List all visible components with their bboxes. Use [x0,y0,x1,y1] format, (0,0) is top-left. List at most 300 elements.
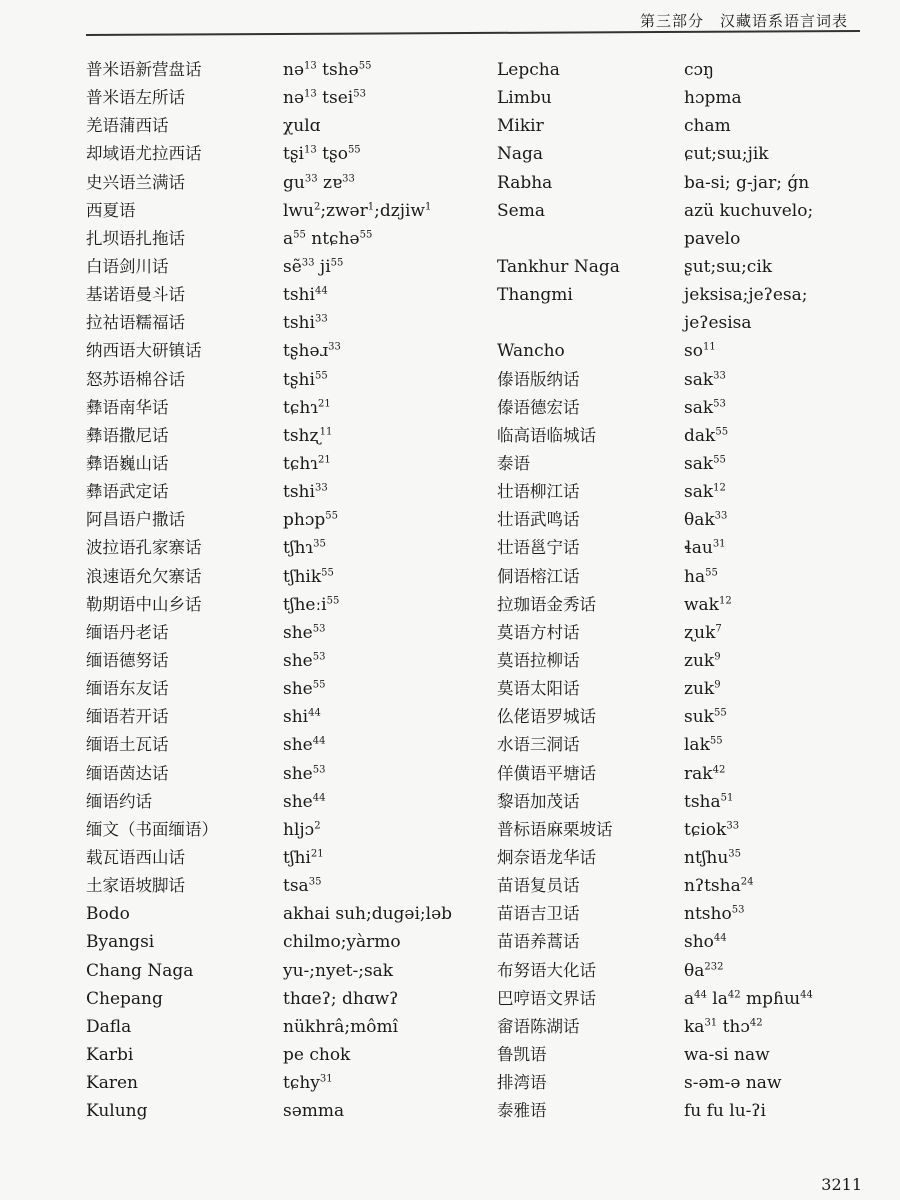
word-form [283,506,493,534]
word-form [684,928,884,956]
word-form [283,337,493,365]
language-name: Chepang [86,988,163,1009]
form-segment: phɔp [283,510,326,531]
form-segment: zɐ [317,172,343,193]
word-form [283,563,493,591]
language-name: Byangsi [86,932,155,953]
tone-number: 33 [314,313,328,325]
tone-number: 33 [342,173,355,185]
word-form [684,506,884,534]
form-segment: lak [684,735,710,756]
form-segment: ʂut;sɯ;cik [684,256,773,277]
word-form [684,788,884,816]
form-segment: ɬau [684,538,713,559]
word-form [283,478,493,506]
language-name: 彝语撒尼话 [86,425,169,445]
language-name: 扎坝语扎拖话 [86,228,185,248]
language-name: 莫语方村话 [497,622,580,642]
word-form [684,281,884,309]
tone-number: 44 [312,792,326,804]
form-segment: nükhrâ;mômî [283,1016,399,1037]
tone-number: 55 [347,144,361,156]
form-segment: nə [283,88,305,109]
tone-number: 55 [713,454,726,466]
word-form [684,140,884,168]
form-segment: θak [684,510,715,531]
tone-number: 33 [713,370,726,382]
form-segment: sak [684,397,714,418]
form-segment: suk [684,707,714,728]
word-form [684,56,884,84]
form-segment: tsha [684,791,721,812]
language-name: 缅语土瓦话 [86,735,169,755]
language-name: 佯僙语平塘话 [497,763,596,783]
word-form [283,760,493,788]
language-name: 炯奈语龙华话 [497,847,596,867]
tone-number: 2 [313,201,321,213]
language-name: 排湾语 [497,1073,547,1093]
word-form [283,394,493,422]
form-segment: tshi [283,285,315,306]
form-segment: ba-si; g-jar; ǵn [684,172,810,193]
form-segment: jeksisa;jeʔesa; [684,285,808,306]
form-segment: hɔpma [684,88,742,109]
tone-number: 33 [714,510,728,522]
form-segment: tʃhɿ [283,538,314,559]
language-name: 壮语柳江话 [497,482,580,502]
language-name: 鲁凯语 [497,1044,547,1064]
tone-number: 12 [719,595,732,607]
word-form [684,675,884,703]
form-segment: ɕut;sɯ;jik [684,144,769,165]
tone-number: 33 [304,173,318,185]
form-segment: jeʔesisa [684,313,752,334]
form-segment: wa-si naw [684,1044,770,1065]
word-form [283,647,493,675]
word-form [283,619,493,647]
word-form [684,703,884,731]
word-form [684,84,884,112]
header-title: 第三部分 汉藏语系语言词表 [639,12,848,30]
tone-number: 55 [312,679,326,691]
word-form [283,731,493,759]
form-segment: ha [684,566,706,587]
tone-number: 35 [308,876,322,888]
form-segment: cham [684,116,731,137]
word-form [283,900,493,928]
language-name: 黎语加茂话 [497,791,580,811]
language-name: 布努语大化话 [497,960,596,980]
word-form [684,1069,884,1097]
word-form [684,760,884,788]
tone-number: 42 [712,764,726,776]
language-name: Thangmi [497,285,573,306]
form-segment: θa [684,960,705,981]
form-segment: ;dzjiw [374,200,425,221]
form-segment: χulɑ [283,116,321,137]
language-name: 壮语邕宁话 [497,538,580,558]
word-form [283,1041,493,1069]
form-segment: ka [684,1016,705,1037]
page-number: 3211 [821,1175,862,1194]
form-segment: tɕhy [283,1073,320,1094]
tone-number: 53 [312,651,326,663]
form-segment: sak [684,482,714,503]
word-form [283,816,493,844]
tone-number: 12 [713,482,726,494]
word-form [283,309,493,337]
tone-number: 44 [314,285,328,297]
language-name: 缅语若开话 [86,707,169,727]
tone-number: 55 [709,735,723,747]
tone-number: 55 [705,567,718,579]
form-segment: wak [684,594,719,615]
form-segment: gu [283,172,305,193]
language-name: 阿昌语户撒话 [86,510,185,530]
tone-number: 1 [367,201,375,213]
language-name: 彝语武定话 [86,482,169,502]
word-form [684,872,884,900]
language-name: 史兴语兰满话 [86,172,185,192]
form-segment: she [283,763,313,784]
form-segment: shi [283,707,309,728]
word-form [283,844,493,872]
word-form [283,928,493,956]
tone-number: 21 [318,454,331,466]
form-segment: ji [314,256,331,277]
language-name: 西夏语 [86,200,136,220]
language-name: 临高语临城话 [497,425,596,445]
language-name: 怒苏语棉谷话 [86,369,185,389]
word-form [283,112,493,140]
language-name: 土家语坡脚话 [86,876,185,896]
language-name: Chang Naga [86,960,194,981]
word-form [283,140,493,168]
language-name: Wancho [497,341,565,362]
form-segment: tʂi [283,144,304,165]
tone-number: 55 [314,370,328,382]
form-segment: səmma [283,1101,345,1122]
form-segment: yu-;nyet-;sak [283,960,394,981]
form-segment: lwu [283,200,314,221]
word-form [283,985,493,1013]
form-segment: rak [684,763,713,784]
tone-number: 1 [424,201,432,213]
tone-number: 55 [715,426,729,438]
language-name: Sema [497,200,545,221]
form-segment: azü kuchuvelo; [684,200,814,221]
word-form [283,703,493,731]
word-form [684,169,884,197]
language-name: 侗语榕江话 [497,566,580,586]
word-form [684,844,884,872]
tone-number: 35 [728,848,742,860]
language-name: 拉祜语糯福话 [86,313,185,333]
tone-number: 31 [319,1073,333,1085]
form-segment: thɑeʔ; dhɑwʔ [283,988,399,1009]
language-name [497,225,677,253]
form-segment: she [283,622,313,643]
language-name: Bodo [86,904,130,925]
tone-number: 31 [704,1017,718,1029]
tone-number: 44 [694,989,707,1001]
language-name: 仫佬语罗城话 [497,707,596,727]
word-form [283,56,493,84]
language-name: Limbu [497,88,552,109]
language-name: 拉珈语金秀话 [497,594,596,614]
word-form [684,337,884,365]
language-name: 缅文（书面缅语） [86,819,218,839]
word-form [684,366,884,394]
word-form [283,534,493,562]
tone-number: 35 [313,538,326,550]
form-segment: chilmo;yàrmo [283,932,401,953]
word-form [283,84,493,112]
form-segment: sak [684,369,714,390]
tone-number: 55 [325,510,338,522]
running-header [86,0,860,38]
language-name: 缅语东友话 [86,679,169,699]
word-form [684,225,884,253]
tone-number: 232 [704,961,724,972]
tone-number: 44 [312,735,326,747]
tone-number: 11 [702,341,716,353]
language-name: 彝语巍山话 [86,453,169,473]
form-segment: tsa [283,876,309,897]
word-form [684,816,884,844]
word-form [283,957,493,985]
tone-number: 55 [326,595,340,607]
tone-number: 2 [314,820,321,832]
form-segment: zuk [684,650,715,671]
form-segment: sho [684,932,714,953]
word-form [684,1041,884,1069]
form-segment: she [283,791,313,812]
language-name: 莫语太阳话 [497,679,580,699]
tone-number: 21 [318,398,331,410]
form-segment: akhai suh;dugəi;ləb [283,904,453,925]
tone-number: 31 [712,538,726,550]
word-form [684,647,884,675]
tone-number: 55 [713,707,727,719]
language-name: 缅语丹老话 [86,622,169,642]
tone-number: 55 [358,60,372,72]
word-form [684,957,884,985]
form-segment: zuk [684,679,715,700]
word-form [684,450,884,478]
tone-number: 42 [749,1017,763,1029]
tone-number: 44 [800,989,813,1001]
word-form [684,591,884,619]
form-segment: ʐuk [684,622,716,643]
word-form [283,422,493,450]
form-segment: nʔtsha [684,876,741,897]
tone-number: 55 [359,229,373,241]
word-form [684,900,884,928]
right-language-column [497,56,677,1125]
word-form [283,366,493,394]
tone-number: 33 [328,341,341,353]
language-name: Naga [497,144,544,165]
tone-number: 44 [308,707,321,719]
word-form [283,281,493,309]
language-name: 波拉语孔家寨话 [86,538,202,558]
language-name: 普米语新营盘话 [86,60,202,79]
form-segment: tshi [283,313,315,334]
language-name: 基诺语曼斗话 [86,285,185,305]
language-name: Kulung [86,1101,148,1122]
form-segment: she [283,679,313,700]
word-form [283,1069,493,1097]
word-form [684,253,884,281]
word-form [283,872,493,900]
language-name: 勒期语中山乡话 [86,594,202,614]
tone-number: 53 [312,623,326,635]
language-name: 缅语茵达话 [86,763,169,783]
form-segment: tɕhɿ [283,397,318,418]
language-name: 畲语陈湖话 [497,1016,580,1036]
language-name: 普标语麻栗坡话 [497,819,613,839]
tone-number: 13 [304,60,317,72]
word-form [684,422,884,450]
word-form [283,450,493,478]
form-segment: fu fu lu-ʔi [684,1101,766,1122]
language-name: 纳西语大研镇话 [86,341,202,361]
word-form [684,309,884,337]
form-segment: tsei [316,88,354,109]
word-form [684,534,884,562]
form-segment: pe chok [283,1044,351,1065]
language-name: 巴哼语文界话 [497,988,596,1008]
tone-number: 33 [301,257,315,269]
language-name: Rabha [497,172,553,193]
word-form [283,197,493,225]
language-name: 羌语蒲西话 [86,116,169,136]
word-form [684,112,884,140]
language-name [497,309,677,337]
language-name: 苗语养蒿话 [497,932,580,952]
tone-number: 53 [713,398,726,410]
form-segment: tʃheːi [283,594,327,615]
tone-number: 11 [319,426,333,438]
form-segment: sak [684,453,714,474]
language-name: Tankhur Naga [497,256,620,277]
language-name: Lepcha [497,60,560,80]
word-form [684,985,884,1013]
tone-number: 55 [293,229,306,241]
form-segment: tʂo [316,144,348,165]
tone-number: 13 [304,144,317,156]
tone-number: 21 [310,848,324,860]
word-form [283,675,493,703]
word-form [684,478,884,506]
form-segment: la [706,988,728,1009]
word-form [684,1097,884,1125]
form-segment: a [684,988,695,1009]
tone-number: 9 [714,679,721,691]
word-form [684,563,884,591]
tone-number: 55 [321,567,334,579]
form-segment: she [283,650,313,671]
tone-number: 42 [727,989,741,1001]
language-name: 苗语吉卫话 [497,904,580,924]
form-segment: dak [684,425,716,446]
language-name: 却域语尤拉西话 [86,144,202,164]
word-form [283,1097,493,1125]
form-segment: tshi [283,482,315,503]
language-name: 彝语南华话 [86,397,169,417]
language-name: 浪速语允欠寨话 [86,566,202,586]
form-segment: tɕiok [684,819,727,840]
form-segment: ;zwər [320,200,368,221]
language-name: 傣语德宏话 [497,397,580,417]
form-segment: she [283,735,313,756]
form-segment: a [283,228,294,249]
form-segment: ntɕhə [305,228,360,249]
word-form [283,253,493,281]
form-segment: ntʃhu [684,847,729,868]
tone-number: 24 [740,876,754,888]
tone-number: 53 [353,88,366,100]
form-segment: tɕhɿ [283,453,318,474]
form-segment: tʂhi [283,369,315,390]
language-name: 傣语版纳话 [497,369,580,389]
form-segment: thɔ [717,1016,750,1037]
form-segment: sẽ [283,256,302,277]
tone-number: 7 [715,623,722,635]
form-segment: mpɦɯ [740,988,801,1009]
header-rule [86,30,860,36]
language-name: 水语三洞话 [497,735,580,755]
language-name: 普米语左所话 [86,88,185,108]
form-segment: cɔŋ [684,60,714,80]
word-form [283,788,493,816]
word-form [283,591,493,619]
word-form [684,619,884,647]
form-segment: so [684,341,703,362]
form-segment: pavelo [684,228,741,249]
language-name: 泰语 [497,453,530,473]
tone-number: 33 [314,482,328,494]
language-name: Mikir [497,116,544,137]
word-form [283,225,493,253]
word-form [684,197,884,225]
form-segment: hljɔ [283,819,315,840]
word-form [684,731,884,759]
form-segment: tʃhi [283,847,311,868]
form-segment: tshə [316,60,359,80]
tone-number: 44 [713,932,727,944]
tone-number: 53 [731,904,745,916]
form-segment: tʂhəɹ [283,341,329,362]
language-name: 缅语德努话 [86,650,169,670]
language-name: 白语剑川话 [86,256,169,276]
language-name: 莫语拉柳话 [497,650,580,670]
right-form-column [684,56,884,1125]
form-segment: tʃhik [283,566,322,587]
tone-number: 33 [726,820,740,832]
left-form-column [283,56,493,1125]
tone-number: 13 [304,88,317,100]
word-form [283,169,493,197]
left-language-column [86,56,276,1125]
form-segment: s-əm-ə naw [684,1073,782,1094]
tone-number: 9 [714,651,721,663]
form-segment: ntsho [684,904,732,925]
language-name: 苗语复员话 [497,876,580,896]
language-name: Karen [86,1073,138,1094]
form-segment: tshʐ [283,425,320,446]
